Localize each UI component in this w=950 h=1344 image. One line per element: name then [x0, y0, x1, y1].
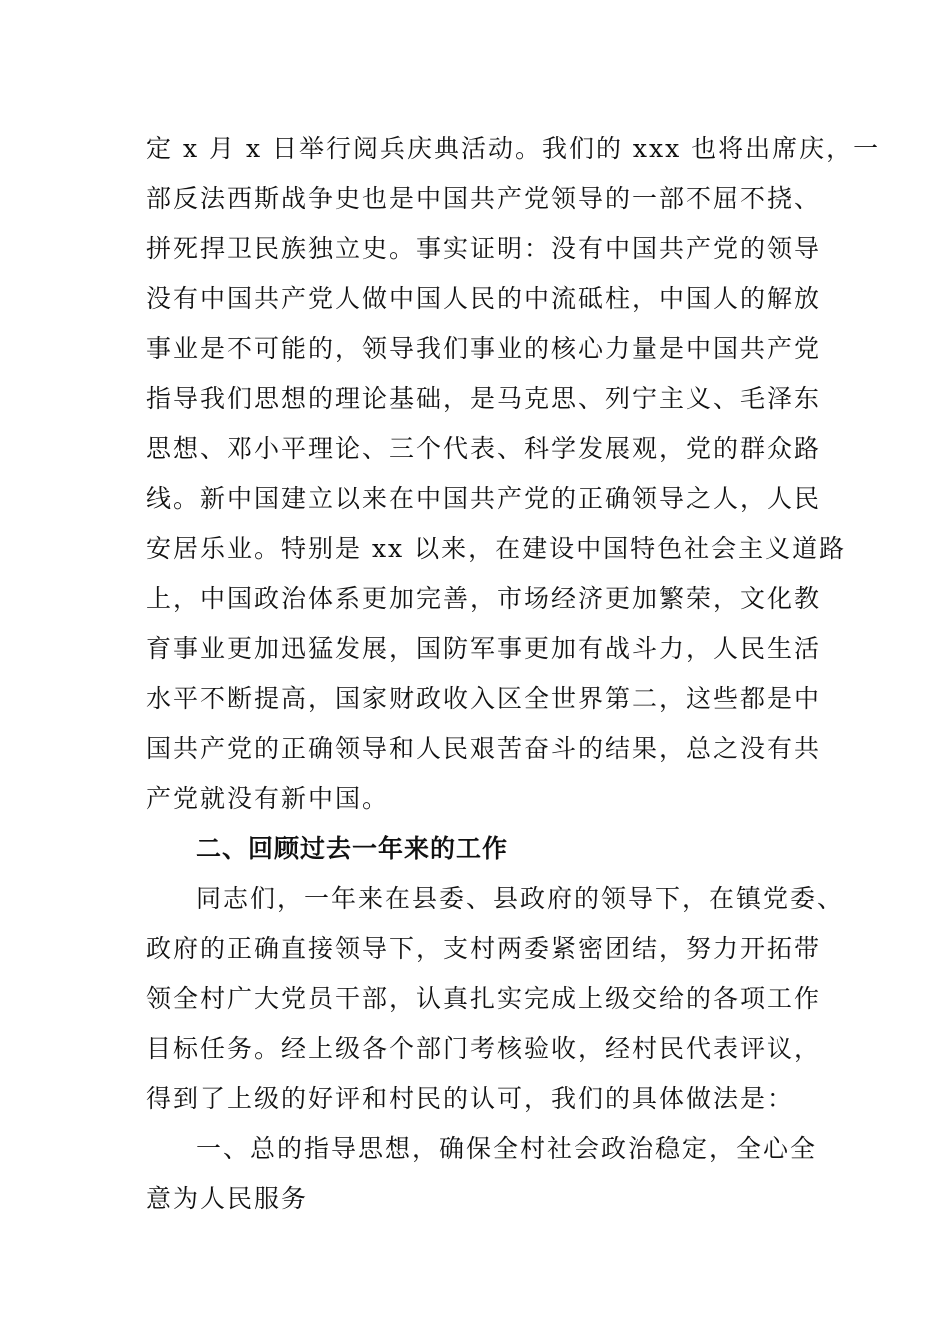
- paragraph-line: 政府的正确直接领导下，支村两委紧密团结，努力开拓带: [146, 934, 822, 963]
- subsection-heading-line: 一、总的指导思想，确保全村社会政治稳定，全心全: [196, 1134, 818, 1163]
- paragraph-line: 部反法西斯战争史也是中国共产党领导的一部不屈不挠、: [146, 184, 822, 213]
- paragraph-line: 上，中国政治体系更加完善，市场经济更加繁荣，文化教: [146, 584, 822, 613]
- paragraph-line: 国共产党的正确领导和人民艰苦奋斗的结果，总之没有共: [146, 734, 822, 763]
- paragraph-line: 得到了上级的好评和村民的认可，我们的具体做法是：: [146, 1084, 795, 1113]
- paragraph-line: 没有中国共产党人做中国人民的中流砥柱，中国人的解放: [146, 284, 822, 313]
- section-heading: 二、回顾过去一年来的工作: [196, 834, 509, 863]
- paragraph-line: 指导我们思想的理论基础，是马克思、列宁主义、毛泽东: [146, 384, 822, 413]
- paragraph-line: 水平不断提高，国家财政收入区全世界第二，这些都是中: [146, 684, 822, 713]
- paragraph-line: 线。新中国建立以来在中国共产党的正确领导之人，人民: [146, 484, 822, 513]
- paragraph-line: 领全村广大党员干部，认真扎实完成上级交给的各项工作: [146, 984, 822, 1013]
- paragraph-line: 产党就没有新中国。: [146, 784, 390, 813]
- paragraph-line: 定 x 月 x 日举行阅兵庆典活动。我们的 xxx 也将出席庆，一: [146, 134, 881, 163]
- paragraph-line: 目标任务。经上级各个部门考核验收，经村民代表评议，: [146, 1034, 822, 1063]
- paragraph-line: 思想、邓小平理论、三个代表、科学发展观，党的群众路: [146, 434, 822, 463]
- paragraph-line: 拼死捍卫民族独立史。事实证明：没有中国共产党的领导: [146, 234, 822, 263]
- paragraph-line: 安居乐业。特别是 xx 以来，在建设中国特色社会主义道路: [146, 534, 847, 563]
- paragraph-line: 育事业更加迅猛发展，国防军事更加有战斗力，人民生活: [146, 634, 822, 663]
- paragraph-line: 事业是不可能的，领导我们事业的核心力量是中国共产党: [146, 334, 822, 363]
- paragraph-line: 同志们，一年来在县委、县政府的领导下，在镇党委、: [196, 884, 845, 913]
- subsection-heading-line: 意为人民服务: [146, 1184, 309, 1213]
